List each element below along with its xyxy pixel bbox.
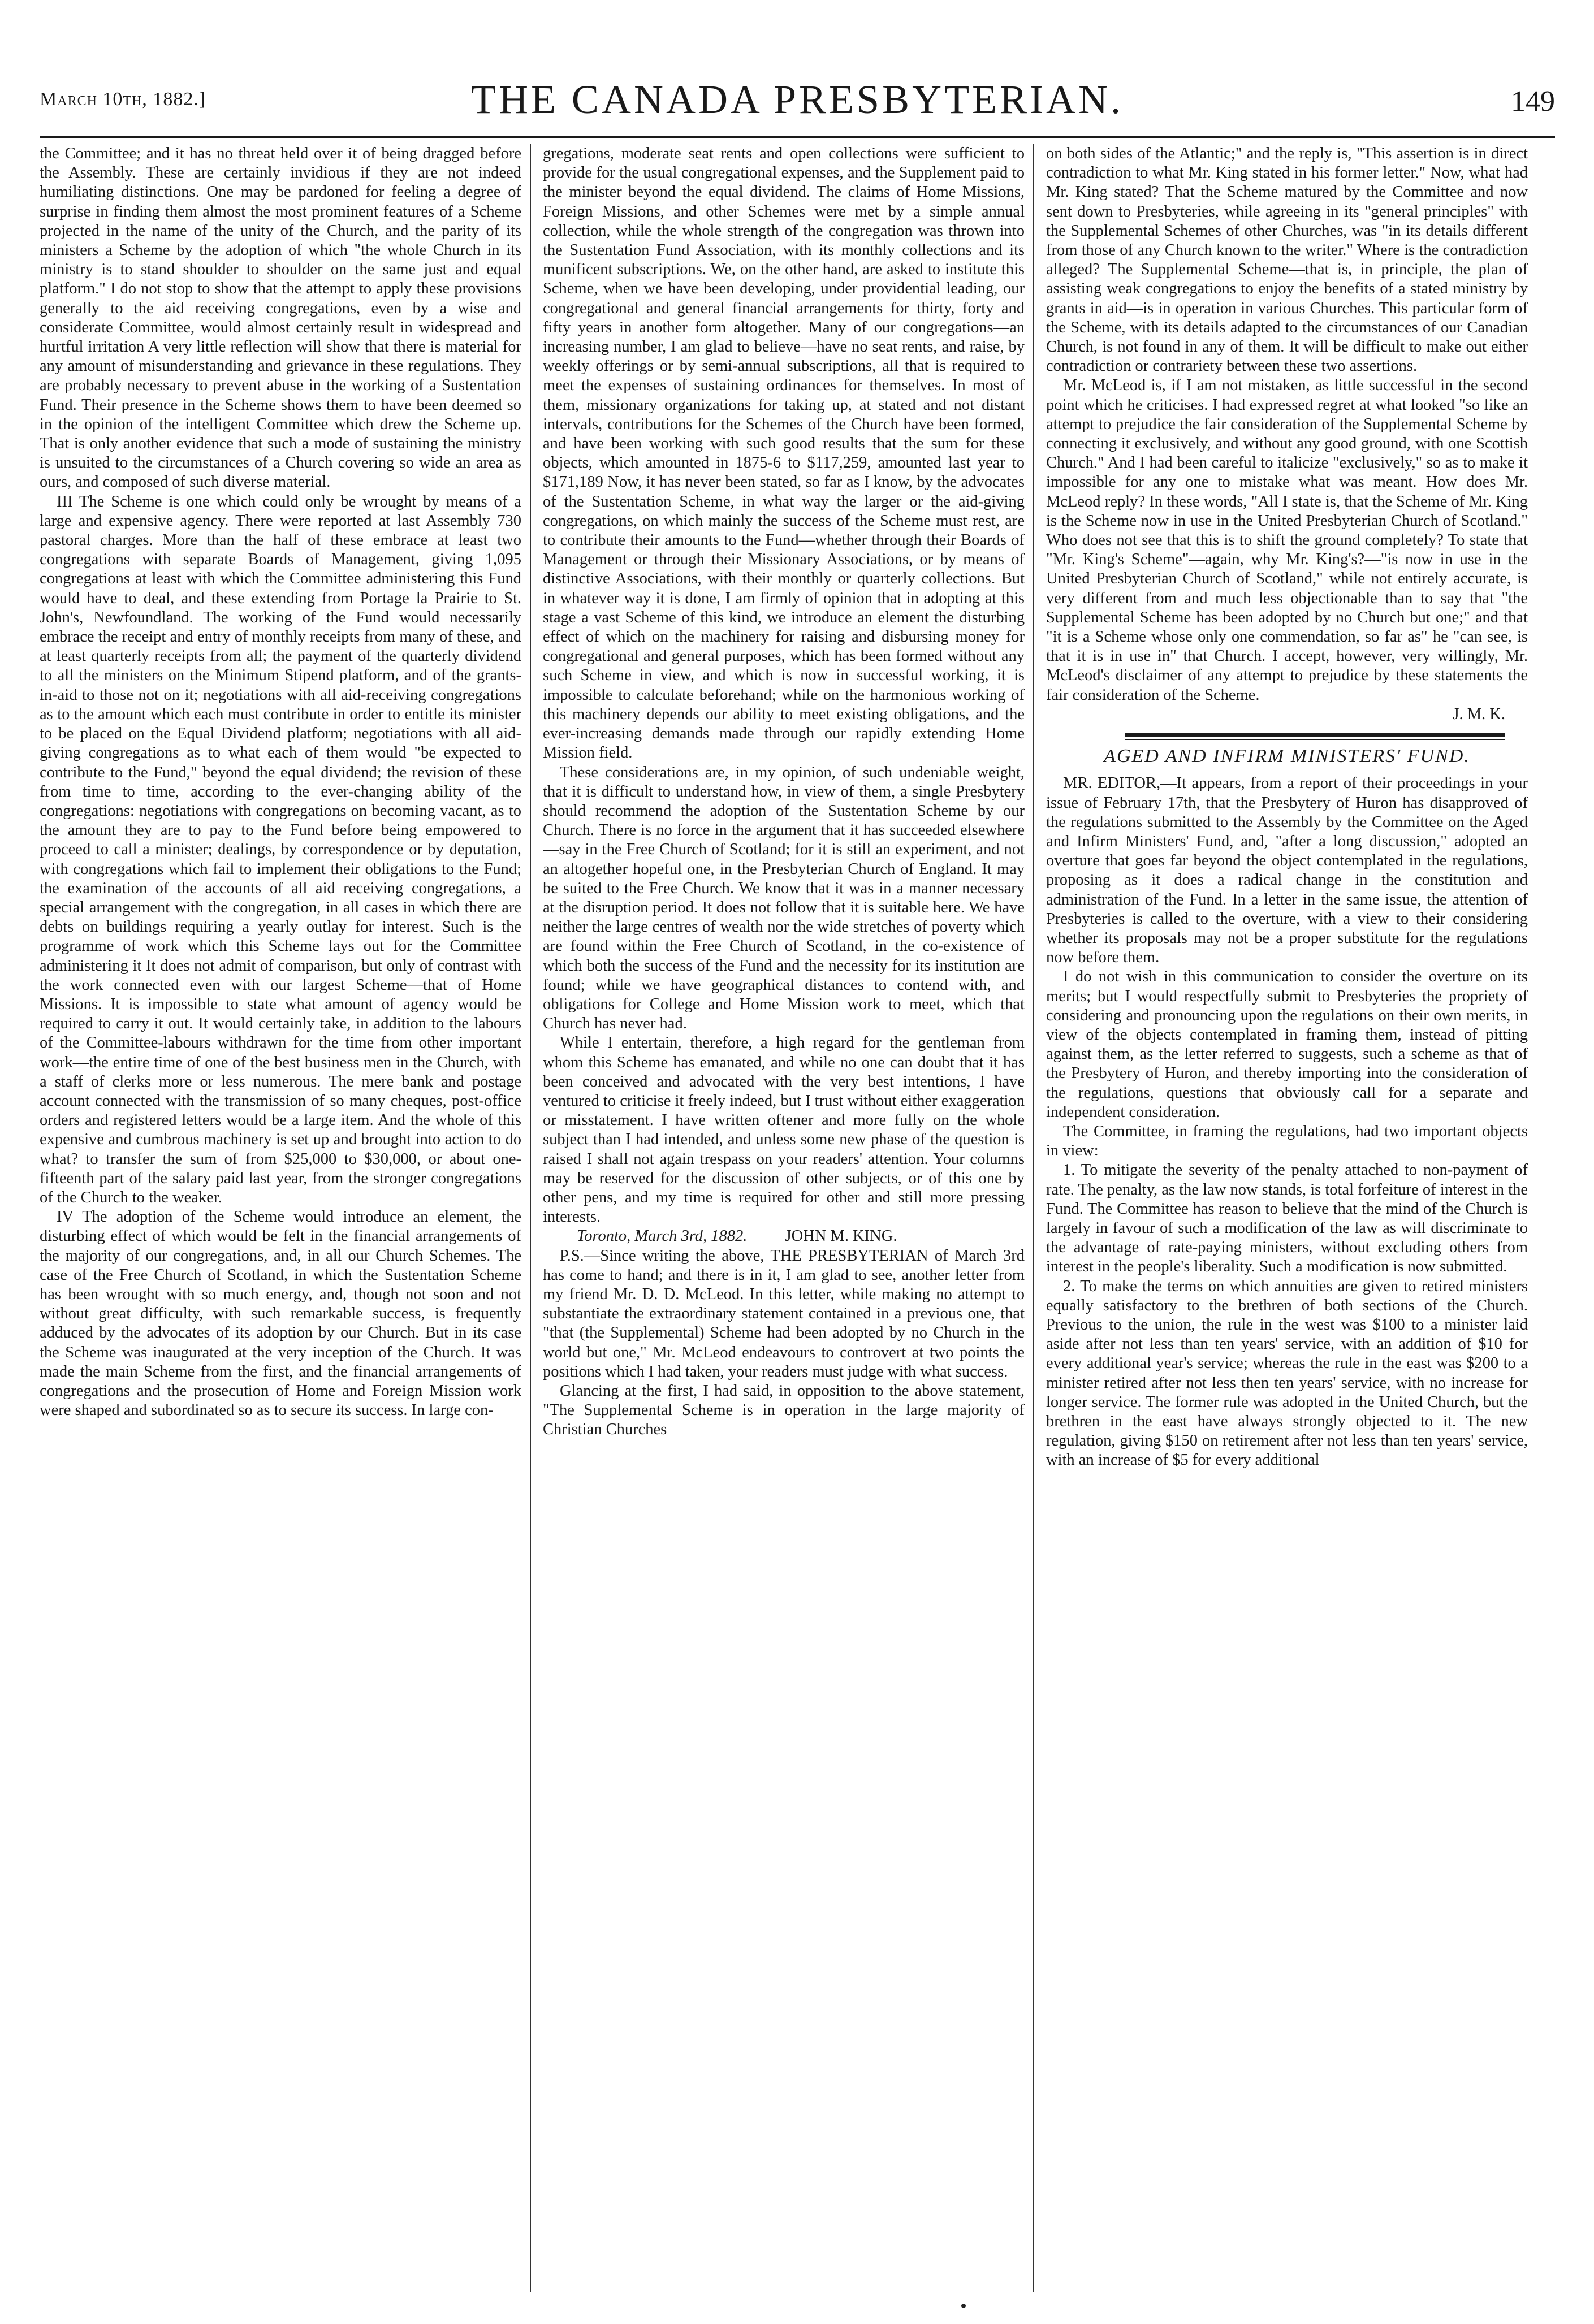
- article-paragraph: These considerations are, in my opinion, of such undeniable weight, that it is difficult to understand how, in view of them, a single Presbytery should recommend the adoption of the Sustentation Scheme by our Church. There is no force in the argument that it has succeeded elsewhere—say in the Free Church of Scotland; for it is still an experiment, and not an altogether hopeful one, in the Presbyterian Church of England. It may be suited to the Free Church. We know that it was in a manner necessary at the disruption period. It does not follow that it is suitable here. We have neither the large centres of wealth nor the wide stretches of poverty which are found within the Free Church of Scotland, in the co-existence of which both the success of the Fund and the necessity for its institution are found; while we have geographical distances to contend with, and obligations for College and Home Mission work to meet, which that Church has never had.: [543, 763, 1025, 1033]
- author-signature: JOHN M. KING.: [785, 1227, 897, 1245]
- article-paragraph: MR. EDITOR,—It appears, from a report of their proceedings in your issue of February 17th, that the Presbytery of Huron has disapproved of the regulations submitted to the Assembly by the Committee on the Aged and Infirm Ministers' Fund, and, "after a long discussion," adopted an overture that goes far beyond the object contemplated in the regulations, proposing as it does a radical change in the constitution and administration of the Fund. In a letter in the same issue, the attention of Presbyteries is called to the overture, with a view to their considering whether its proposals may not be a proper substitute for the regulations now before them.: [1046, 774, 1528, 967]
- column-2: [543, 144, 1025, 2292]
- article-paragraph: gregations, moderate seat rents and open collections were sufficient to provide for the usual congregational expenses, and the Supplement paid to the minister beyond the equal dividend. The claims of Home Missions, Foreign Missions, and other Schemes were met by a simple annual collection, while the whole strength of the congregation was thrown into the Sustentation Fund Association, with its monthly collections and its munificent subscriptions. We, on the other hand, are asked to institute this Scheme, when we have been developing, under providential leading, our congregational and general financial arrangements for thirty, forty and fifty years in another form altogether. Many of our congregations—an increasing number, I am glad to believe—have no seat rents, and raise, by weekly offerings or by semi-annual subscriptions, all that is required to meet the expenses of sustaining ordinances for themselves. In most of them, missionary organizations for taking up, at stated and not distant intervals, contributions for the Schemes of the Church have been formed, and have been working with such good results that the sum for these objects, which amounted in 1875-6 to $117,259, amounted last year to $171,189 Now, it has never been stated, so far as I know, by the advocates of the Sustentation Scheme, in what way the larger or the aid-giving congregations, on which mainly the success of the Scheme must rest, are to contribute their amounts to the Fund—whether through their Boards of Management or through their Missionary Associations, or by means of distinctive Associations, with their monthly or quarterly collections. But in whatever way it is done, I am firmly of opinion that in adopting at this stage a vast Scheme of this kind, we introduce an element the disturbing effect of which on the machinery for raising and disbursing money for congregational and general purposes, which has been formed without any such Scheme in view, and which is now in successful working, it is impossible to calculate beforehand; while on the harmonious working of this machinery depends our ability to meet existing obligations, and the ever-increasing demands made through our rapidly extending Home Mission field.: [543, 145, 1025, 762]
- article-paragraph: Mr. McLeod is, if I am not mistaken, as little successful in the second point which he criticises. I had expressed regret at what looked "so like an attempt to prejudice the fair consideration of the Supplemental Scheme by connecting it exclusively, and without any good ground, with one Scottish Church." And I had been careful to italicize "exclusively," so as to make it impossible for any one to mistake what was meant. How does Mr. McLeod reply? In these words, "All I state is, that the Scheme of Mr. King is the Scheme now in use in the United Presbyterian Church of Scotland." Who does not see that this is to shift the ground completely? To state that "Mr. King's Scheme"—again, why Mr. King's?—"is now in use in the United Presbyterian Church of Scotland," while not entirely accurate, is very different from and much less objectionable than to say that "the Supplemental Scheme has been adopted by no Church but one;" and that "it is a Scheme whose only one commendation, so far as" he "can see, is that it is in use in" that Church. I accept, however, very willingly, Mr. McLeod's disclaimer of any attempt to prejudice by these statements the fair consideration of the Scheme.: [1046, 376, 1528, 704]
- article-paragraph: I do not wish in this communication to consider the overture on its merits; but I would respectfully submit to Presbyteries the propriety of considering and pronouncing upon the regulations on their own merits, in view of the objects contemplated in framing them, instead of pitting against them, as the letter referred to suggests, such a scheme as that of the Presbytery of Huron, and thereby importing into the consideration of the regulations, questions that obviously call for a separate and independent consideration.: [1046, 968, 1528, 1121]
- page-number: 149: [1511, 85, 1555, 118]
- article-paragraph: 2. To make the terms on which annuities are given to retired ministers equally satisfactory to the brethren of both sections of the Church. Previous to the union, the rule in the west was $100 to a minister laid aside after not less than ten years' service, with an addition of $10 for every additional year's service; whereas the rule in the east was $200 to a minister retired after not less then ten years' service, with no increase for longer service. The former rule was adopted in the United Church, but the brethren in the east have always strongly objected to it. The new regulation, giving $150 on retirement after not less than ten years' service, with an increase of $5 for every additional: [1046, 1277, 1528, 1469]
- newspaper-title: THE CANADA PRESBYTERIAN.: [470, 77, 1124, 122]
- column-divider-1: [530, 144, 531, 2292]
- postscript-paragraph: Glancing at the first, I had said, in opposition to the above statement, "The Supplemental Scheme is in operation in the large majority of Christian Churches: [543, 1382, 1025, 1439]
- article-paragraph: the Committee; and it has no threat held over it of being dragged before the Assembly. These are certainly invidious if they are not indeed humiliating distinctions. One may be pardoned for feeling a degree of surprise in finding them almost the most prominent features of a Scheme projected in the name of the unity of the Church, and the parity of its ministers a Scheme by the adoption of which "the whole Church in its ministry is to stand shoulder to shoulder on the same just and equal platform." I do not stop to show that the attempt to apply these provisions generally to the aid receiving congregations, even by a wise and considerate Committee, would almost certainly result in widespread and hurtful irritation A very little reflection will show that there is material for any amount of misunderstanding and grievance in these regulations. They are probably necessary to prevent abuse in the working of a Sustentation Fund. Their presence in the Scheme shows them to have been deemed so in the opinion of the intelligent Committee which drew the Scheme up. That is only another evidence that such a mode of sustaining the ministry is unsuited to the circumstances of a Church covering so wide an area as ours, and composed of such diverse material.: [40, 145, 521, 491]
- column-divider-2: [1033, 144, 1034, 2292]
- section-heading: AGED AND INFIRM MINISTERS' FUND.: [1104, 746, 1470, 767]
- header-rule: [40, 136, 1555, 138]
- initials-signature: J. M. K.: [1453, 705, 1505, 723]
- place-date: Toronto, March 3rd, 1882.: [577, 1227, 748, 1245]
- column-3: [1046, 144, 1528, 2292]
- article-paragraph: 1. To mitigate the severity of the penalty attached to non-payment of rate. The penalty, as the law now stands, is total forfeiture of interest in the Fund. The Committee has reason to believe that the mind of the Church is largely in favour of such a modification of the law as will discriminate to the advantage of rate-paying ministers, without excluding others from interest in the people's liberality. Such a modification is now submitted.: [1046, 1161, 1528, 1276]
- divider-thin-rule: [1125, 739, 1505, 740]
- divider-thick-rule: [1125, 733, 1505, 737]
- page-header: [40, 54, 1555, 139]
- article-paragraph: III The Scheme is one which could only be wrought by means of a large and expensive agency. There were reported at last Assembly 730 pastoral charges. More than the half of these embrace at least two congregations with separate Boards of Management, giving 1,095 congregations at least with which the Committee administering this Fund would have to deal, and these extending from Portage la Prairie to St. John's, Newfoundland. The working of the Fund would necessarily embrace the receipt and entry of monthly receipts from many of these, and at least quarterly receipts from all; the payment of the quarterly dividend to all the ministers on the Minimum Stipend platform, and of the grants-in-aid to those not on it; negotiations with all aid-receiving congregations as to the amount which each must contribute in order to entitle its minister to be placed on the Equal Dividend platform; negotiations with all aid-giving congregations as to what each of them would "be expected to contribute to the Fund," beyond the equal dividend; the revision of these from time to time, according to the ever-changing ability of the congregations: negotiations with congregations on becoming vacant, as to the amount they are to pay to the Fund before being empowered to proceed to call a minister; dealings, by correspondence or by deputation, with congregations which fail to implement their obligations to the Fund; the examination of the accounts of all aid receiving congregations, a special arrangement with the congregation, in all cases in which there are debts on buildings requiring a yearly outlay for interest. Such is the programme of work which this Scheme lays out for the Committee administering it It does not admit of comparison, but only of contrast with the work connected even with our largest Scheme—that of Home Missions. It is impossible to state what amount of agency would be required to carry it out. It would certainly take, in addition to the labours of the Committee-labours withdrawn for the time from other important work—the entire time of one of the best business men in the Church, with a staff of clerks more or less numerous. The mere bank and postage account connected with the transmission of so many cheques, post-office orders and registered letters would be a large item. And the whole of this expensive and cumbrous machinery is set up and brought into action to do what? to transfer the sum of from $25,000 to $30,000, or about one-fifteenth part of the salary paid last year, from the stronger congregations of the Church to the weaker.: [40, 492, 521, 1206]
- section-divider: [1125, 732, 1505, 741]
- print-dot: [961, 2304, 966, 2308]
- article-paragraph: IV The adoption of the Scheme would introduce an element, the disturbing effect of which would be felt in the financial arrangements of the majority of our congregations, and, in all our Church Schemes. The case of the Free Church of Scotland, in which the Sustentation Scheme has been wrought with so much energy, and, though not soon and not without great difficulty, with such remarkable success, is frequently adduced by the advocates of its adoption by our Church. But in its case the Scheme was inaugurated at the very inception of the Church. It was made the main Scheme from the first, and the financial arrangements of congregations and the prosecution of Home and Foreign Mission work were shaped and subordinated so as to secure its success. In large con-: [40, 1208, 521, 1419]
- column-1: [40, 144, 521, 2292]
- article-paragraph: While I entertain, therefore, a high regard for the gentleman from whom this Scheme has emanated, and while no one can doubt that it has been conceived and advocated with the very best intentions, I have ventured to criticise it freely indeed, but I trust without either exaggeration or misstatement. I have written oftener and more fully on the whole subject than I had intended, and unless some new phase of the question is raised I shall not again trespass on your readers' attention. Your columns may be reserved for the discussion of other subjects, or of this one by other pens, and my time is required for other and still more pressing interests.: [543, 1034, 1025, 1226]
- article-paragraph: on both sides of the Atlantic;" and the reply is, "This assertion is in direct contradiction to what Mr. King stated in his former letter." Now, what had Mr. King stated? That the Scheme matured by the Committee and now sent down to Presbyteries, while agreeing in its "general principles" with the Supplemental Schemes of other Churches, was "in its details different from those of any Church known to the writer." Where is the contradiction alleged? The Supplemental Scheme—that is, in principle, the plan of assisting weak congregations to enjoy the benefits of a stated ministry by grants in aid—is in operation in various Churches. This particular form of the Scheme, with its details adapted to the circumstances of our Canadian Church, is not found in any of them. It will be difficult to make out either contradiction or contrariety between these two assertions.: [1046, 145, 1528, 375]
- article-paragraph: The Committee, in framing the regulations, had two important objects in view:: [1046, 1122, 1528, 1160]
- dateline-signature: [543, 1227, 1025, 1246]
- postscript-paragraph: P.S.—Since writing the above, THE PRESBYTERIAN of March 3rd has come to hand; and there is in it, I am glad to see, another letter from my friend Mr. D. D. McLeod. In this letter, while making no attempt to substantiate the extraordinary statement contained in a previous one, that "that (the Supplemental) Scheme had been adopted by no Church in the world but one," Mr. McLeod endeavours to controvert at two points the positions which I had taken, your readers must judge with what success.: [543, 1247, 1025, 1380]
- issue-date: March 10th, 1882.]: [40, 89, 206, 110]
